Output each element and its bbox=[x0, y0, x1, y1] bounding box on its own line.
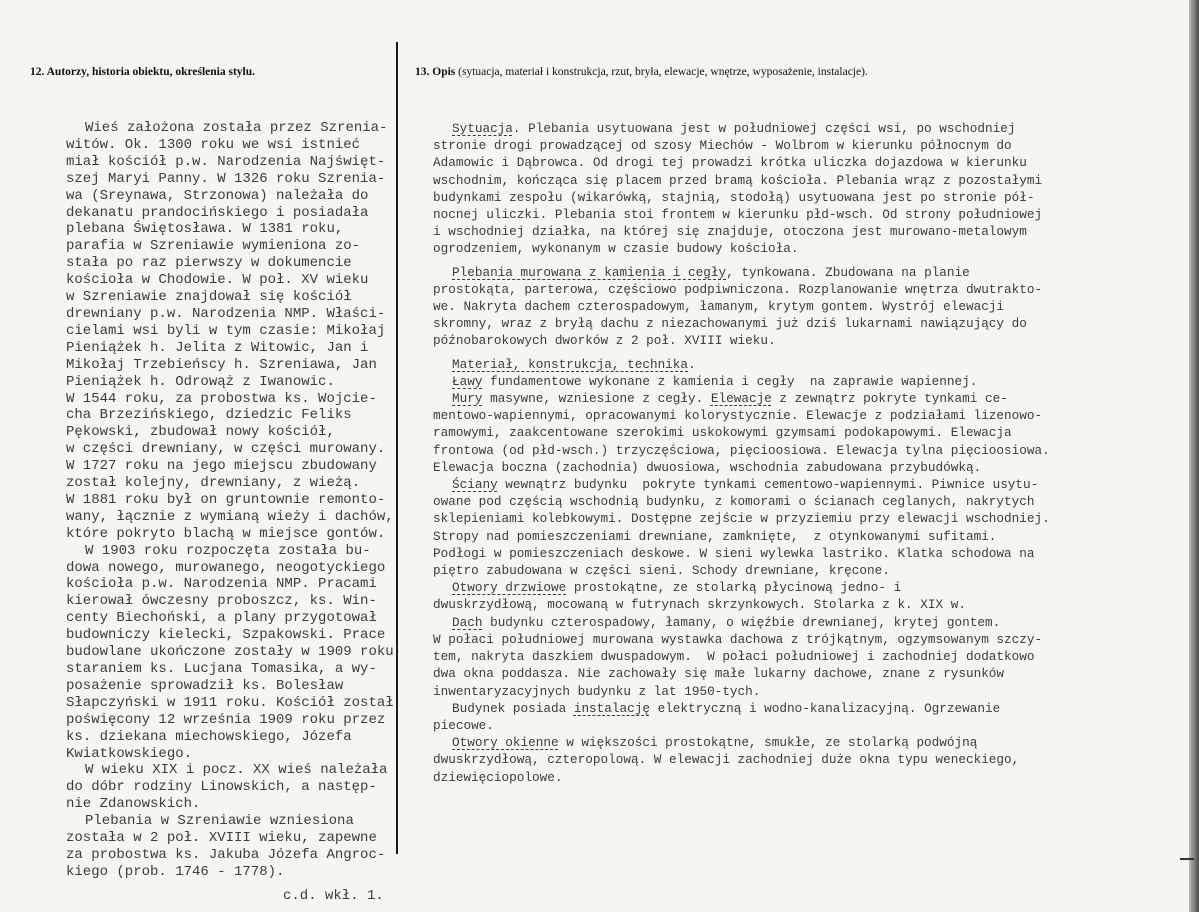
text-line bbox=[66, 509, 394, 526]
text-line bbox=[66, 391, 394, 408]
column-divider bbox=[396, 42, 398, 854]
text-segment: kiego (prob. 1746 - 1778). bbox=[66, 863, 285, 880]
text-line bbox=[66, 188, 394, 205]
text-segment: z zewnątrz pokryte tynkami ce- bbox=[771, 391, 1008, 407]
text-line bbox=[66, 205, 394, 222]
text-line bbox=[66, 560, 394, 577]
text-segment: inwentaryzacyjnych budynku z lat 1950-tych. bbox=[433, 683, 761, 699]
text-line bbox=[433, 298, 1050, 315]
text-line bbox=[66, 137, 394, 154]
text-segment: dwa okna poddasza. Nie zachowały się małe lukarny dachowe, znane z rysunków bbox=[433, 666, 1005, 682]
text-line bbox=[433, 390, 1050, 407]
text-line bbox=[66, 475, 394, 492]
text-line bbox=[433, 510, 1050, 527]
text-segment: dekanatu prandocińskiego i posiadała bbox=[66, 204, 369, 221]
text-line bbox=[433, 424, 1050, 441]
text-segment: nie Zdanowskich. bbox=[66, 796, 201, 813]
text-segment: dowa nowego, murowanego, neogotyckiego bbox=[66, 559, 386, 576]
text-segment: w Szreniawie znajdował się kościół bbox=[66, 289, 352, 306]
text-segment: budynku czterospadowy, łamany, o więźbie drewnianej, krytej gontem. bbox=[482, 614, 1001, 630]
text-line bbox=[66, 340, 394, 357]
text-line bbox=[433, 683, 1050, 700]
text-line bbox=[66, 847, 394, 864]
text-line bbox=[66, 678, 394, 695]
underlined-heading: Otwory okienne bbox=[452, 735, 559, 751]
text-segment: W połaci południowej murowana wystawka dachowa z trójkątnym, ogzymsowanym szczy- bbox=[433, 631, 1043, 647]
text-segment: budynkami zespołu (wikarówką, stajnią, stodołą) usytuowana jest po stronie pół- bbox=[433, 189, 1035, 205]
text-segment: stronie drogi prowadzącej od szosy Miechów - Wolbrom w kierunku północnym do bbox=[433, 138, 1012, 154]
text-line bbox=[433, 356, 1050, 373]
margin-mark bbox=[1180, 858, 1194, 860]
section-13-label: 13. Opis bbox=[415, 66, 456, 78]
text-line bbox=[433, 240, 1050, 257]
text-line bbox=[433, 332, 1050, 349]
text-line bbox=[66, 864, 394, 881]
text-line bbox=[66, 695, 394, 712]
text-line bbox=[433, 751, 1050, 768]
text-segment: Podłogi w pomieszczeniach deskowe. W sieni wylewka lastriko. Klatka schodowa na bbox=[433, 545, 1035, 561]
text-segment: dziewięciopolowe. bbox=[433, 769, 563, 785]
text-line bbox=[66, 661, 394, 678]
text-segment: Pękowski, zbudował nowy kościół, bbox=[66, 424, 335, 441]
text-segment: Plebania w Szreniawie wzniesiona bbox=[85, 813, 354, 830]
continuation-note: c.d. wkł. 1. bbox=[283, 888, 384, 904]
text-line bbox=[66, 171, 394, 188]
text-segment: budowniczy kielecki, Szpakowski. Prace bbox=[66, 627, 386, 644]
text-line bbox=[66, 796, 394, 813]
text-line bbox=[66, 221, 394, 238]
text-segment: Adamowic i Dąbrowca. Od drogi tej prowadzi krótka uliczka dojazdowa w kierunku bbox=[433, 155, 1027, 171]
text-segment: Wieś założona została przez Szrenia- bbox=[85, 120, 388, 136]
text-segment: w większości prostokątne, smukłe, ze stolarką podwójną bbox=[558, 735, 978, 751]
text-line bbox=[66, 458, 394, 475]
text-line bbox=[66, 272, 394, 289]
underlined-heading: Mury bbox=[452, 391, 483, 407]
text-segment: cielami wsi byli w tym czasie: Mikołaj bbox=[66, 322, 386, 339]
text-line bbox=[433, 206, 1050, 223]
text-segment: została w 2 poł. XVIII wieku, zapewne bbox=[66, 830, 377, 847]
text-segment: Słapczyński w 1911 roku. Kościół został bbox=[66, 694, 394, 711]
text-segment: skromny, wraz z bryłą dachu z niezachowanymi już dziś lukarnami nawiązujący do bbox=[433, 316, 1027, 332]
text-segment: posażenie sprowadził ks. Bolesław bbox=[66, 677, 344, 694]
text-line bbox=[433, 154, 1050, 171]
underlined-heading: Plebania murowana z kamienia i cegły bbox=[452, 264, 727, 280]
section-13-detail: (sytuacja, materiał i konstrukcja, rzut, bryła, elewacje, wnętrze, wyposażenie, instalacje). bbox=[458, 66, 868, 78]
text-line bbox=[433, 769, 1050, 786]
text-line bbox=[433, 545, 1050, 562]
text-line bbox=[66, 323, 394, 340]
text-segment: dwuskrzydłową, czteropolową. W elewacji zachodniej duże okna typu weneckiego, bbox=[433, 752, 1020, 768]
text-segment: wany, łącznie z wymianą wieży i dachów, bbox=[66, 508, 394, 525]
text-line bbox=[433, 315, 1050, 332]
text-line bbox=[66, 154, 394, 171]
text-line bbox=[433, 407, 1050, 424]
history-text-column bbox=[66, 120, 394, 881]
underlined-heading: Ławy bbox=[452, 373, 483, 389]
text-segment: za probostwa ks. Jakuba Józefa Angroc- bbox=[66, 846, 386, 863]
text-line bbox=[433, 734, 1050, 751]
text-line bbox=[66, 238, 394, 255]
text-segment: plebana Świętosława. W 1381 roku, bbox=[66, 221, 344, 238]
text-line bbox=[433, 562, 1050, 579]
text-segment: parafia w Szreniawie wymieniona zo- bbox=[66, 238, 361, 255]
text-line bbox=[433, 528, 1050, 545]
text-segment: budowlane ukończone zostały w 1909 roku bbox=[66, 644, 394, 661]
text-line bbox=[433, 476, 1050, 493]
text-segment: Mikołaj Trzebieńscy h. Szreniawa, Jan bbox=[66, 356, 377, 373]
text-line bbox=[433, 442, 1050, 459]
text-segment: centy Biechoński, a plany przygotował bbox=[66, 610, 377, 627]
text-line bbox=[66, 610, 394, 627]
text-segment: witów. Ok. 1300 roku we wsi istnieć bbox=[66, 136, 361, 153]
text-segment: poświęcony 12 września 1909 roku przez bbox=[66, 711, 386, 728]
text-line bbox=[433, 459, 1050, 476]
text-line bbox=[66, 729, 394, 746]
text-segment: nocnej uliczki. Plebania stoi frontem w kierunku płd-wsch. Od strony południowej bbox=[433, 207, 1043, 223]
text-segment: Pieniążek h. Jelita z Witowic, Jan i bbox=[66, 339, 369, 356]
underlined-heading: instalację bbox=[573, 700, 650, 716]
text-segment: szej Maryi Panny. W 1326 roku Szrenia- bbox=[66, 170, 386, 187]
text-segment: wewnątrz budynku pokryte tynkami cementowo-wapiennymi. Piwnice usytu- bbox=[497, 477, 1039, 493]
text-segment: miał kościół p.w. Narodzenia Najświęt- bbox=[66, 153, 386, 170]
text-line bbox=[66, 813, 394, 830]
text-segment: masywne, wzniesione z cegły. bbox=[482, 391, 711, 407]
text-segment: we. Nakryta dachem czterospadowym, łamanym, krytym gontem. Wystrój elewacji bbox=[433, 299, 1005, 315]
text-line bbox=[433, 665, 1050, 682]
text-line bbox=[66, 779, 394, 796]
text-segment: w części drewniany, w części murowany. bbox=[66, 441, 386, 458]
text-segment: prostokąta, parterowa, częściowo podpiwniczona. Rozplanowanie wnętrza dwutrakto- bbox=[433, 281, 1043, 297]
text-segment: . Plebania usytuowana jest w południowej części wsi, po wschodniej bbox=[512, 121, 1016, 136]
underlined-heading: Dach bbox=[452, 614, 483, 630]
text-segment: staraniem ks. Lucjana Tomasika, a wy- bbox=[66, 661, 377, 677]
text-segment: W 1903 roku rozpoczęta została bu- bbox=[85, 542, 371, 559]
text-segment: owane pod częścią wschodnią budynku, z komorami o ścianach ceglanych, nakrytych bbox=[433, 494, 1035, 510]
text-segment: i wschodniej działka, na której się znajduje, otoczona jest murowano-metalowym bbox=[433, 224, 1027, 240]
text-line bbox=[66, 543, 394, 560]
underlined-heading: Otwory drzwiowe bbox=[452, 580, 567, 596]
text-line bbox=[66, 644, 394, 661]
section-12-heading: 12. Autorzy, historia obiektu, określenia stylu. bbox=[30, 66, 256, 78]
text-segment: mentowo-wapiennymi, opracowanymi kolorystycznie. Elewacje z podziałami lizenowo- bbox=[433, 408, 1043, 424]
text-line bbox=[433, 120, 1050, 137]
text-segment: ogrodzeniem, wykonanym w czasie budowy kościoła. bbox=[433, 241, 799, 257]
text-line bbox=[433, 223, 1050, 240]
text-line bbox=[66, 120, 394, 137]
text-line bbox=[66, 593, 394, 610]
text-line bbox=[433, 596, 1050, 613]
text-line bbox=[433, 631, 1050, 648]
text-segment: sklepieniami kolebkowymi. Dostępne zejście w przyziemiu przy elewacji wschodniej. bbox=[433, 511, 1050, 527]
text-line bbox=[66, 762, 394, 779]
text-line bbox=[66, 830, 394, 847]
text-segment: W 1727 roku na jego miejscu zbudowany bbox=[66, 458, 377, 475]
text-line bbox=[433, 579, 1050, 596]
text-segment: Elewacja boczna (zachodnia) dwuosiowa, wschodnia zabudowana przybudówką. bbox=[433, 459, 982, 475]
text-segment: . bbox=[688, 356, 696, 372]
text-segment: , tynkowana. Zbudowana na planie bbox=[726, 264, 970, 280]
text-line bbox=[66, 712, 394, 729]
text-line bbox=[66, 424, 394, 441]
text-segment: kościoła w Chodowie. W poł. XV wieku bbox=[66, 272, 369, 289]
text-segment: W 1881 roku był on gruntownie remonto- bbox=[66, 491, 386, 508]
text-segment: ramowymi, zaakcentowane szerokimi uskokowymi gzymsami podokapowymi. Elewacja bbox=[433, 425, 1012, 441]
text-segment: ks. dziekana miechowskiego, Józefa bbox=[66, 728, 352, 745]
text-segment: kierował ówczesny proboszcz, ks. Win- bbox=[66, 593, 377, 610]
text-line bbox=[433, 493, 1050, 510]
text-segment: fundamentowe wykonane z kamienia i cegły na zaprawie wapiennej. bbox=[482, 373, 978, 389]
text-line bbox=[66, 306, 394, 323]
text-segment: piętro zabudowana w części sieni. Schody drewniane, kręcone. bbox=[433, 563, 890, 579]
text-line bbox=[433, 281, 1050, 298]
underlined-heading: Ściany bbox=[452, 477, 498, 493]
text-line bbox=[433, 137, 1050, 154]
underlined-heading: Materiał, konstrukcja, technika bbox=[452, 356, 689, 372]
text-line bbox=[66, 492, 394, 509]
text-line bbox=[433, 373, 1050, 390]
text-segment: które pokryto blachą w miejsce gontów. bbox=[66, 525, 386, 542]
text-line bbox=[66, 289, 394, 306]
text-line bbox=[433, 648, 1050, 665]
text-segment: cha Brzezińskiego, dziedzic Feliks bbox=[66, 407, 352, 424]
text-segment: piecowe. bbox=[433, 717, 494, 733]
text-segment: prostokątne, ze stolarką płycinową jedno- i bbox=[566, 580, 902, 596]
underlined-heading: Sytuacja bbox=[452, 121, 513, 136]
text-line bbox=[433, 700, 1050, 717]
text-line bbox=[66, 407, 394, 424]
text-segment: elektryczną i wodno-kanalizacyjną. Ogrzewanie bbox=[649, 700, 1001, 716]
text-line bbox=[433, 264, 1050, 281]
description-text-column bbox=[433, 120, 1050, 786]
text-segment: Kwiatkowskiego. bbox=[66, 745, 193, 762]
section-13-heading bbox=[415, 66, 868, 78]
text-segment: wschodnim, kończąca się placem przed bramą kościoła. Plebania wrąz z pozostałymi bbox=[433, 172, 1043, 188]
underlined-heading: Elewacje bbox=[710, 391, 772, 407]
text-line bbox=[66, 576, 394, 593]
text-line bbox=[66, 374, 394, 391]
text-segment: drewniany p.w. Narodzenia NMP. Właści- bbox=[66, 305, 386, 322]
text-line bbox=[433, 614, 1050, 631]
text-segment: późnobarokowych dworków z 2 poł. XVIII wieku. bbox=[433, 333, 776, 349]
text-line bbox=[66, 441, 394, 458]
text-segment: do dóbr rodziny Linowskich, a następ- bbox=[66, 779, 377, 796]
text-segment: tem, nakryta daszkiem dwuspadowym. W połaci południowej i zachodniej dodatkowo bbox=[433, 649, 1035, 665]
text-segment: frontowa (od płd-wsch.) trzyczęściowa, pięcioosiowa. Elewacja tylna pięcioosiowa. bbox=[433, 442, 1050, 458]
text-line bbox=[66, 255, 394, 272]
text-line bbox=[66, 526, 394, 543]
text-segment: kościoła p.w. Narodzenia NMP. Pracami bbox=[66, 576, 377, 593]
text-segment: W wieku XIX i pocz. XX wieś należała bbox=[85, 762, 388, 779]
text-segment: Pieniążek h. Odrowąż z Iwanowic. bbox=[66, 373, 335, 390]
text-segment: W 1544 roku, za probostwa ks. Wojcie- bbox=[66, 390, 377, 407]
scan-edge bbox=[1189, 0, 1199, 912]
text-segment: Budynek posiada bbox=[452, 700, 574, 716]
text-line bbox=[433, 717, 1050, 734]
text-line bbox=[66, 357, 394, 374]
text-segment: wa (Sreynawa, Strzonowa) należała do bbox=[66, 187, 369, 204]
text-line bbox=[433, 172, 1050, 189]
text-line bbox=[66, 746, 394, 763]
text-line bbox=[66, 627, 394, 644]
text-segment: Stropy nad pomieszczeniami drewniane, zamknięte, z otynkowanymi sufitami. bbox=[433, 528, 997, 544]
text-line bbox=[433, 189, 1050, 206]
text-segment: został kolejny, drewniany, z wieżą. bbox=[66, 475, 361, 492]
text-segment: dwuskrzydłową, mocowaną w futrynach skrzynkowych. Stolarka z k. XIX w. bbox=[433, 597, 966, 613]
text-segment: stała po raz pierwszy w dokumencie bbox=[66, 255, 352, 272]
